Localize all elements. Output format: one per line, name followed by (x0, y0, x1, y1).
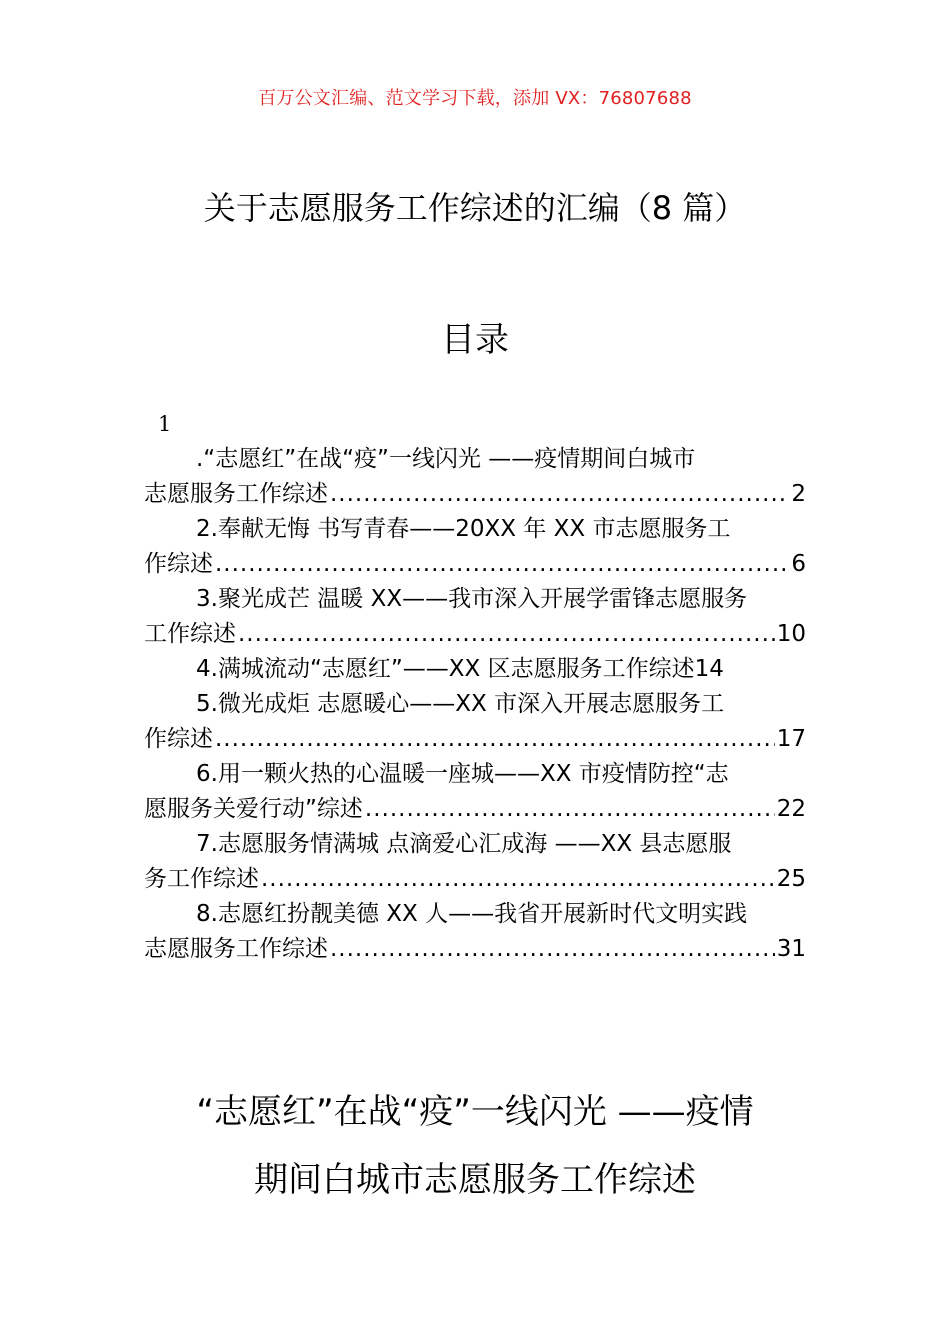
toc-dot-leader (330, 932, 775, 967)
toc-entry-1[interactable] (144, 442, 806, 512)
toc-dot-leader (365, 792, 775, 827)
toc-dot-leader (215, 547, 789, 582)
toc-entry-title: 6.用一颗火热的心温暖一座城——XX 市疫情防控“志 (196, 761, 729, 787)
toc-entry-title-cont: 工作综述 (144, 621, 236, 647)
toc-page-number: 22 (776, 796, 806, 822)
toc-page-number: 25 (776, 866, 806, 892)
toc-dot-leader (261, 862, 775, 897)
toc-entry-7[interactable] (144, 827, 806, 897)
toc-dot-leader (330, 477, 789, 512)
toc-entry-title: 4.满城流动“志愿红”——XX 区志愿服务工作综述 (196, 656, 695, 682)
toc-entry-title: 8.志愿红扮靓美德 XX 人——我省开展新时代文明实践 (196, 901, 748, 927)
toc-entry-title-cont: 志愿服务工作综述 (144, 936, 328, 962)
toc-entry-title: 7.志愿服务情满城 点滴爱心汇成海 ——XX 县志愿服 (196, 831, 732, 857)
toc-entry-title-cont: 作综述 (144, 726, 213, 752)
toc-entry-2[interactable] (144, 512, 806, 582)
toc-entry-title-cont: 务工作综述 (144, 866, 259, 892)
document-title: 关于志愿服务工作综述的汇编（8 篇） (203, 189, 747, 227)
toc-entry-title: .“志愿红”在战“疫”一线闪光 ——疫情期间白城市 (196, 446, 696, 472)
toc-page-number: 31 (776, 936, 806, 962)
toc-entry-title-cont: 作综述 (144, 551, 213, 577)
toc-entry-3[interactable] (144, 582, 806, 652)
toc-page-number: 10 (776, 621, 806, 647)
section-title-line: 期间白城市志愿服务工作综述 (254, 1160, 696, 1200)
toc-entry-title-cont: 志愿服务工作综述 (144, 481, 328, 507)
page-marker: 1 (158, 412, 172, 436)
toc-entry-title: 5.微光成炬 志愿暖心——XX 市深入开展志愿服务工 (196, 691, 725, 717)
section-title-line: “志愿红”在战“疫”一线闪光 ——疫情 (196, 1092, 754, 1132)
header-download-note: 百万公文汇编、范文学习下载，添加 VX：76807688 (258, 88, 692, 109)
toc-entry-title: 3.聚光成芒 温暖 XX——我市深入开展学雷锋志愿服务 (196, 586, 748, 612)
toc-page-number: 6 (791, 551, 806, 577)
toc-dot-leader (215, 722, 775, 757)
toc-heading: 目录 (441, 320, 509, 360)
toc-entry-title-cont: 愿服务关爱行动”综述 (144, 796, 363, 822)
section-title (0, 1078, 950, 1214)
toc-page-number: 17 (776, 726, 806, 752)
toc-entry-5[interactable] (144, 687, 806, 757)
toc-entry-8[interactable] (144, 897, 806, 967)
toc-page-number: 2 (791, 481, 806, 507)
toc-entry-4[interactable] (144, 652, 806, 687)
toc-entry-6[interactable] (144, 757, 806, 827)
toc-page-number: 14 (694, 656, 724, 682)
toc-entry-title: 2.奉献无悔 书写青春——20XX 年 XX 市志愿服务工 (196, 516, 731, 542)
toc-dot-leader (238, 617, 775, 652)
table-of-contents (144, 442, 806, 967)
